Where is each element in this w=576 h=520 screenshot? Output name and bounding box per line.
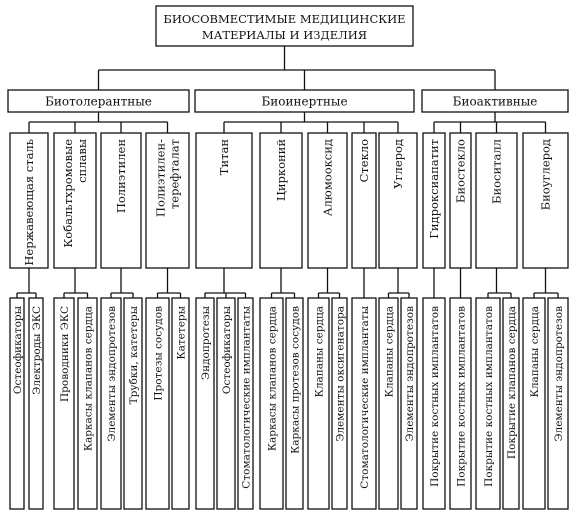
material-label (22, 139, 36, 266)
material-label (357, 139, 371, 182)
diagram-nodes (8, 6, 568, 509)
category-label: Биоинертные (261, 94, 348, 109)
material-label (274, 139, 288, 201)
product-label: Эндопротезы (199, 306, 212, 380)
material-label-line: Нержавеющая сталь (22, 139, 37, 266)
material-label-line: Полиэтилен- (153, 139, 168, 218)
product-label: Покрытие костных имплантатов (482, 306, 495, 487)
material-label-line: Углерод (391, 139, 406, 189)
category-label: Биотолерантные (45, 94, 152, 109)
material-label (217, 139, 231, 176)
product-label: Каркасы клапанов сердца (266, 306, 279, 452)
product-label: Остеофикаторы (220, 306, 233, 395)
product-label: Каркасы протезов сосудов (289, 306, 302, 454)
material-label (391, 139, 405, 189)
product-label: Проводники ЭКС (58, 306, 71, 402)
title-line-2: МАТЕРИАЛЫ И ИЗДЕЛИЯ (201, 28, 368, 42)
material-label-line: Биоситалл (489, 139, 504, 204)
material-label (321, 139, 335, 216)
material-label-line: Алюмооксид (320, 139, 335, 217)
material-label (114, 139, 128, 214)
material-label-line: терефталат (167, 139, 182, 210)
material-label-line: Полиэтилен (114, 139, 129, 214)
material-label-line: Стекло (357, 139, 372, 183)
material-label-line: Биоуглерод (538, 139, 553, 211)
material-label-line: Кобальтхромовые (61, 139, 76, 248)
material-label-line: Гидроксиапатит (427, 139, 442, 239)
material-label (490, 139, 504, 204)
material-label-line: сплавы (75, 139, 90, 183)
product-label: Элементы эндопротезов (403, 306, 416, 442)
product-label: Элементы эндопротезов (552, 306, 565, 442)
product-label: Остеофикаторы (11, 306, 24, 395)
product-label: Элементы оксигенатора (334, 306, 347, 442)
product-label: Элементы эндопротезов (105, 306, 118, 442)
material-label (427, 139, 441, 239)
product-label: Покрытие клапанов сердца (505, 306, 518, 460)
title-line-1: БИОСОВМЕСТИМЫЕ МЕДИЦИНСКИЕ (163, 12, 406, 26)
material-label-line: Цирконий (274, 139, 289, 202)
product-label: Покрытие костных имплантатов (455, 306, 468, 487)
material-label-line: Титан (217, 139, 232, 176)
product-label: Покрытие костных имплантатов (428, 306, 441, 487)
product-label: Трубки, катетеры (127, 306, 140, 405)
product-label: Катетеры (175, 306, 188, 360)
product-label: Каркасы клапанов сердца (82, 306, 95, 452)
product-label: Клапаны сердца (313, 306, 326, 398)
product-label: Стоматологические имплантаты (240, 306, 253, 489)
material-label (454, 139, 468, 203)
material-label (154, 139, 182, 217)
material-label-line: Биостекло (453, 139, 468, 204)
category-label: Биоактивные (452, 94, 538, 109)
product-label: Клапаны сердца (383, 306, 396, 398)
product-label: Протезы сосудов (152, 306, 165, 401)
product-label: Стоматологические имплантаты (358, 306, 371, 489)
product-label: Клапаны сердца (528, 306, 541, 398)
product-label: Электроды ЭКС (30, 306, 43, 395)
material-label (539, 139, 553, 210)
